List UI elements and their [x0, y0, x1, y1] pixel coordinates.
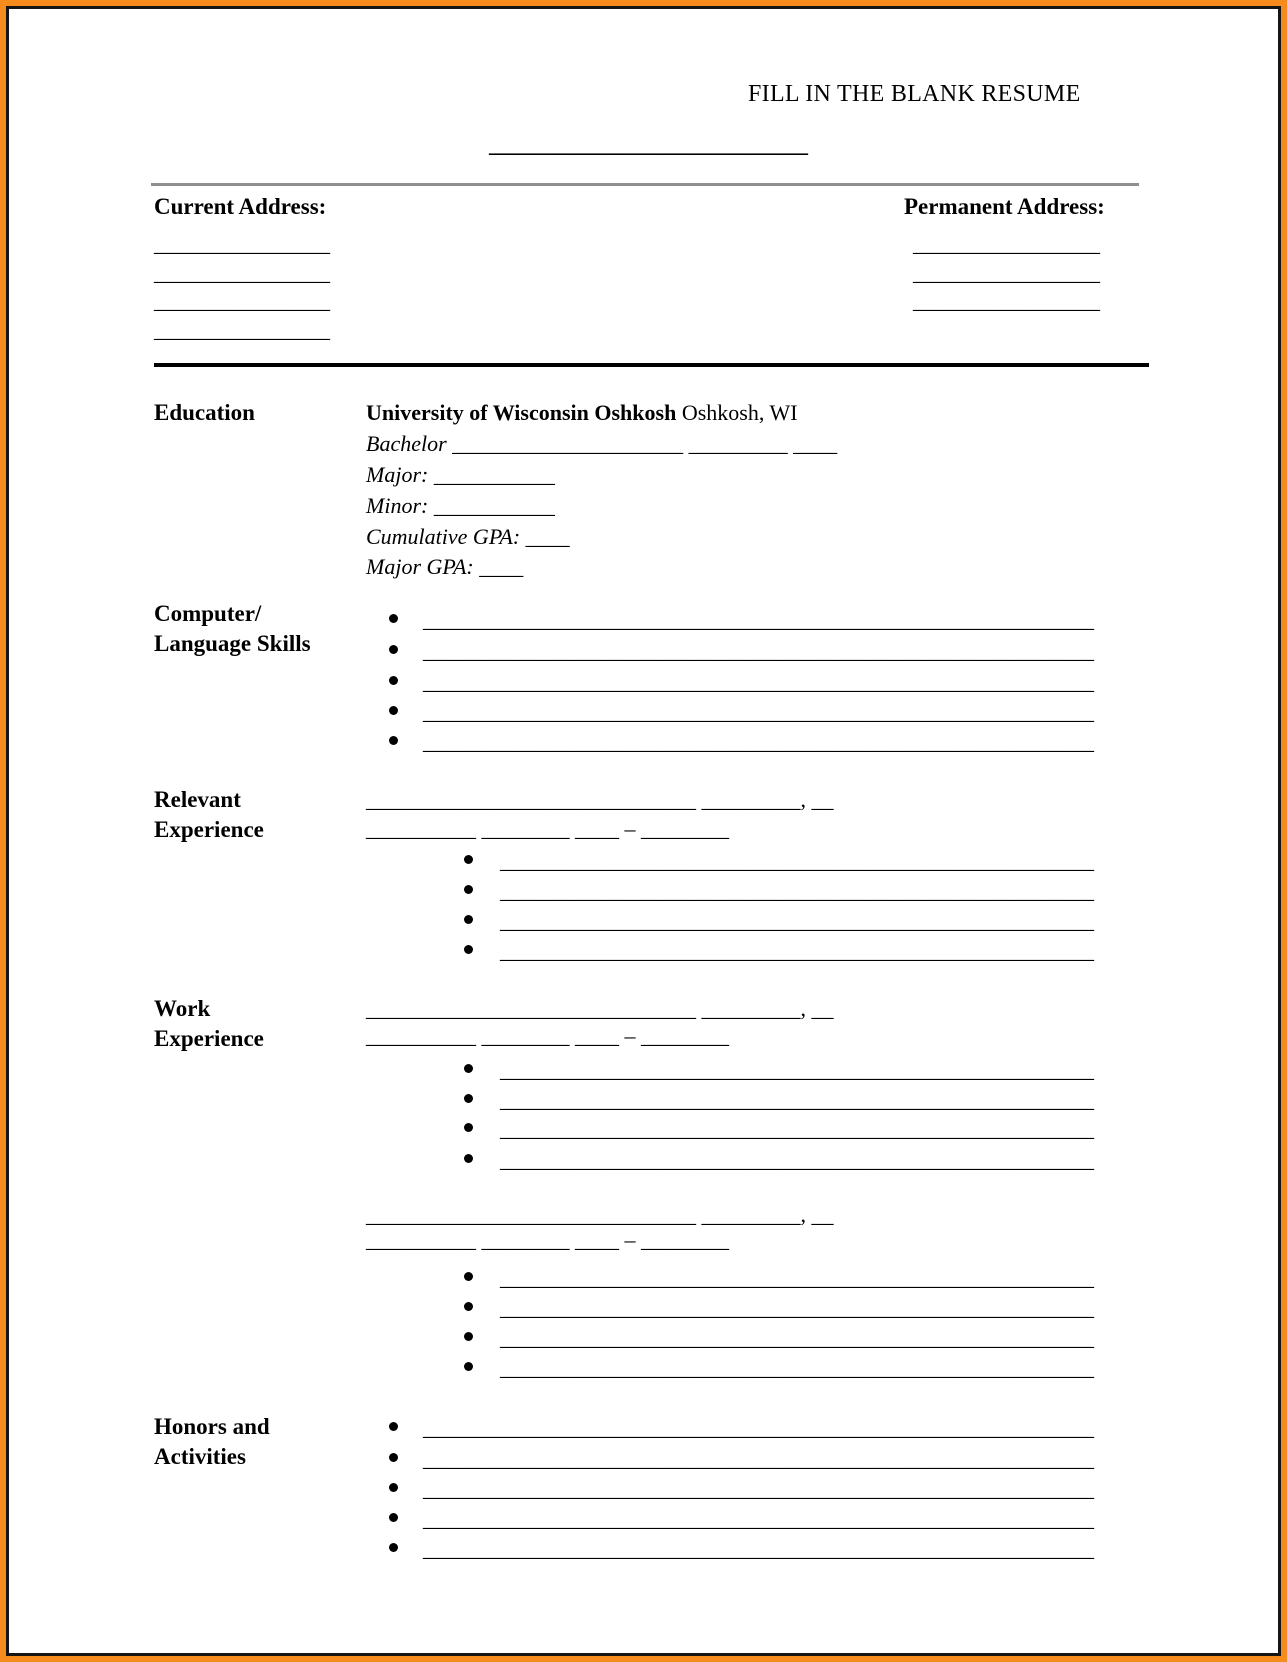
duty-blank-field[interactable]: ______________________________________________________ [500, 1355, 1094, 1380]
current-address-blank-field[interactable]: ________________ [154, 231, 330, 256]
skill-blank-field[interactable]: _____________________________________________________________ [423, 607, 1094, 632]
bullet-item [464, 1088, 1094, 1112]
bullet-icon [389, 1422, 398, 1431]
minor-blank-field[interactable]: Minor: ___________ [366, 493, 555, 518]
honor-blank-field[interactable]: _____________________________________________________________ [423, 1415, 1094, 1440]
honors-section-label: Activities [154, 1444, 246, 1469]
duty-blank-field[interactable]: ______________________________________________________ [500, 1325, 1094, 1350]
skill-blank-field[interactable]: _____________________________________________________________ [423, 729, 1094, 754]
honor-blank-field[interactable]: _____________________________________________________________ [423, 1446, 1094, 1471]
bullet-icon [389, 706, 398, 715]
bullet-item [464, 1058, 1094, 1082]
bullet-icon [389, 676, 398, 685]
bullet-icon [389, 1453, 398, 1462]
education-section-label: Education [154, 400, 255, 425]
duty-blank-field[interactable]: ______________________________________________________ [500, 1295, 1094, 1320]
bullet-icon [389, 1513, 398, 1522]
duty-blank-field[interactable]: ______________________________________________________ [500, 848, 1094, 873]
school-name: University of Wisconsin Oshkosh [366, 400, 677, 425]
bullet-item [389, 1416, 1094, 1440]
bullet-icon [389, 1543, 398, 1552]
header-divider-line [151, 183, 1139, 186]
bullet-icon [389, 1483, 398, 1492]
bullet-item [389, 700, 1094, 724]
bullet-icon [464, 1064, 473, 1073]
bullet-item [464, 1117, 1094, 1141]
duty-blank-field[interactable]: ______________________________________________________ [500, 1057, 1094, 1082]
dates-blank-field[interactable]: __________ ________ ____ – ________ [366, 1023, 729, 1048]
bullet-icon [464, 915, 473, 924]
bullet-item [389, 1507, 1094, 1531]
permanent-address-blank-field[interactable]: _________________ [913, 231, 1100, 256]
bullet-item [389, 730, 1094, 754]
bullet-item [389, 1537, 1094, 1561]
bullet-icon [464, 1332, 473, 1341]
duty-blank-field[interactable]: ______________________________________________________ [500, 878, 1094, 903]
degree-blank-field[interactable]: Bachelor _____________________ _________ ____ [366, 431, 838, 456]
work-experience-section-label: Experience [154, 1026, 264, 1051]
bullet-item [389, 1477, 1094, 1501]
current-address-blank-field[interactable]: ________________ [154, 260, 330, 285]
bullet-item [464, 1148, 1094, 1172]
permanent-address-blank-field[interactable]: _________________ [913, 288, 1100, 313]
bullet-icon [464, 945, 473, 954]
bullet-item [464, 939, 1094, 963]
bullet-item [389, 670, 1094, 694]
bullet-icon [464, 1123, 473, 1132]
page-title: FILL IN THE BLANK RESUME [748, 81, 1081, 107]
bullet-item [389, 608, 1094, 632]
bullet-icon [464, 1362, 473, 1371]
honor-blank-field[interactable]: _____________________________________________________________ [423, 1476, 1094, 1501]
honors-section-label: Honors and [154, 1414, 270, 1439]
skills-section-label: Computer/ [154, 601, 262, 626]
employer-blank-field[interactable]: ______________________________ _________, __ [366, 996, 834, 1021]
current-address-label: Current Address: [154, 194, 327, 219]
duty-blank-field[interactable]: ______________________________________________________ [500, 1116, 1094, 1141]
bullet-icon [389, 736, 398, 745]
current-address-blank-field[interactable]: ________________ [154, 288, 330, 313]
bullet-item [389, 639, 1094, 663]
bullet-item [389, 1447, 1094, 1471]
dates-blank-field[interactable]: __________ ________ ____ – ________ [366, 1227, 729, 1252]
section-divider-line [154, 363, 1149, 367]
employer-blank-field[interactable]: ______________________________ _________, __ [366, 1202, 834, 1227]
bullet-item [464, 1326, 1094, 1350]
duty-blank-field[interactable]: ______________________________________________________ [500, 1265, 1094, 1290]
current-address-blank-field[interactable]: ________________ [154, 317, 330, 342]
bullet-icon [464, 855, 473, 864]
major-blank-field[interactable]: Major: ___________ [366, 462, 555, 487]
bullet-icon [464, 1094, 473, 1103]
name-blank-field[interactable]: _____________________________ [489, 132, 808, 157]
skill-blank-field[interactable]: _____________________________________________________________ [423, 699, 1094, 724]
cumulative-gpa-blank-field[interactable]: Cumulative GPA: ____ [366, 524, 570, 549]
bullet-item [464, 849, 1094, 873]
school-location: Oshkosh, WI [676, 400, 798, 425]
bullet-item [464, 1356, 1094, 1380]
bullet-icon [389, 614, 398, 623]
duty-blank-field[interactable]: ______________________________________________________ [500, 908, 1094, 933]
duty-blank-field[interactable]: ______________________________________________________ [500, 1087, 1094, 1112]
honor-blank-field[interactable]: _____________________________________________________________ [423, 1506, 1094, 1531]
education-school-line [366, 401, 798, 425]
duty-blank-field[interactable]: ______________________________________________________ [500, 1147, 1094, 1172]
bullet-icon [464, 1154, 473, 1163]
employer-blank-field[interactable]: ______________________________ _________, __ [366, 787, 834, 812]
skill-blank-field[interactable]: _____________________________________________________________ [423, 638, 1094, 663]
skill-blank-field[interactable]: _____________________________________________________________ [423, 669, 1094, 694]
bullet-icon [389, 645, 398, 654]
permanent-address-blank-field[interactable]: _________________ [913, 260, 1100, 285]
bullet-icon [464, 1272, 473, 1281]
relevant-experience-section-label: Experience [154, 817, 264, 842]
dates-blank-field[interactable]: __________ ________ ____ – ________ [366, 816, 729, 841]
relevant-experience-section-label: Relevant [154, 787, 241, 812]
permanent-address-label: Permanent Address: [904, 194, 1105, 219]
bullet-item [464, 879, 1094, 903]
major-gpa-blank-field[interactable]: Major GPA: ____ [366, 554, 524, 579]
bullet-item [464, 1266, 1094, 1290]
duty-blank-field[interactable]: ______________________________________________________ [500, 938, 1094, 963]
skills-section-label: Language Skills [154, 631, 311, 656]
bullet-icon [464, 1302, 473, 1311]
bullet-item [464, 909, 1094, 933]
work-experience-section-label: Work [154, 996, 211, 1021]
bullet-item [464, 1296, 1094, 1320]
bullet-icon [464, 885, 473, 894]
honor-blank-field[interactable]: _____________________________________________________________ [423, 1536, 1094, 1561]
